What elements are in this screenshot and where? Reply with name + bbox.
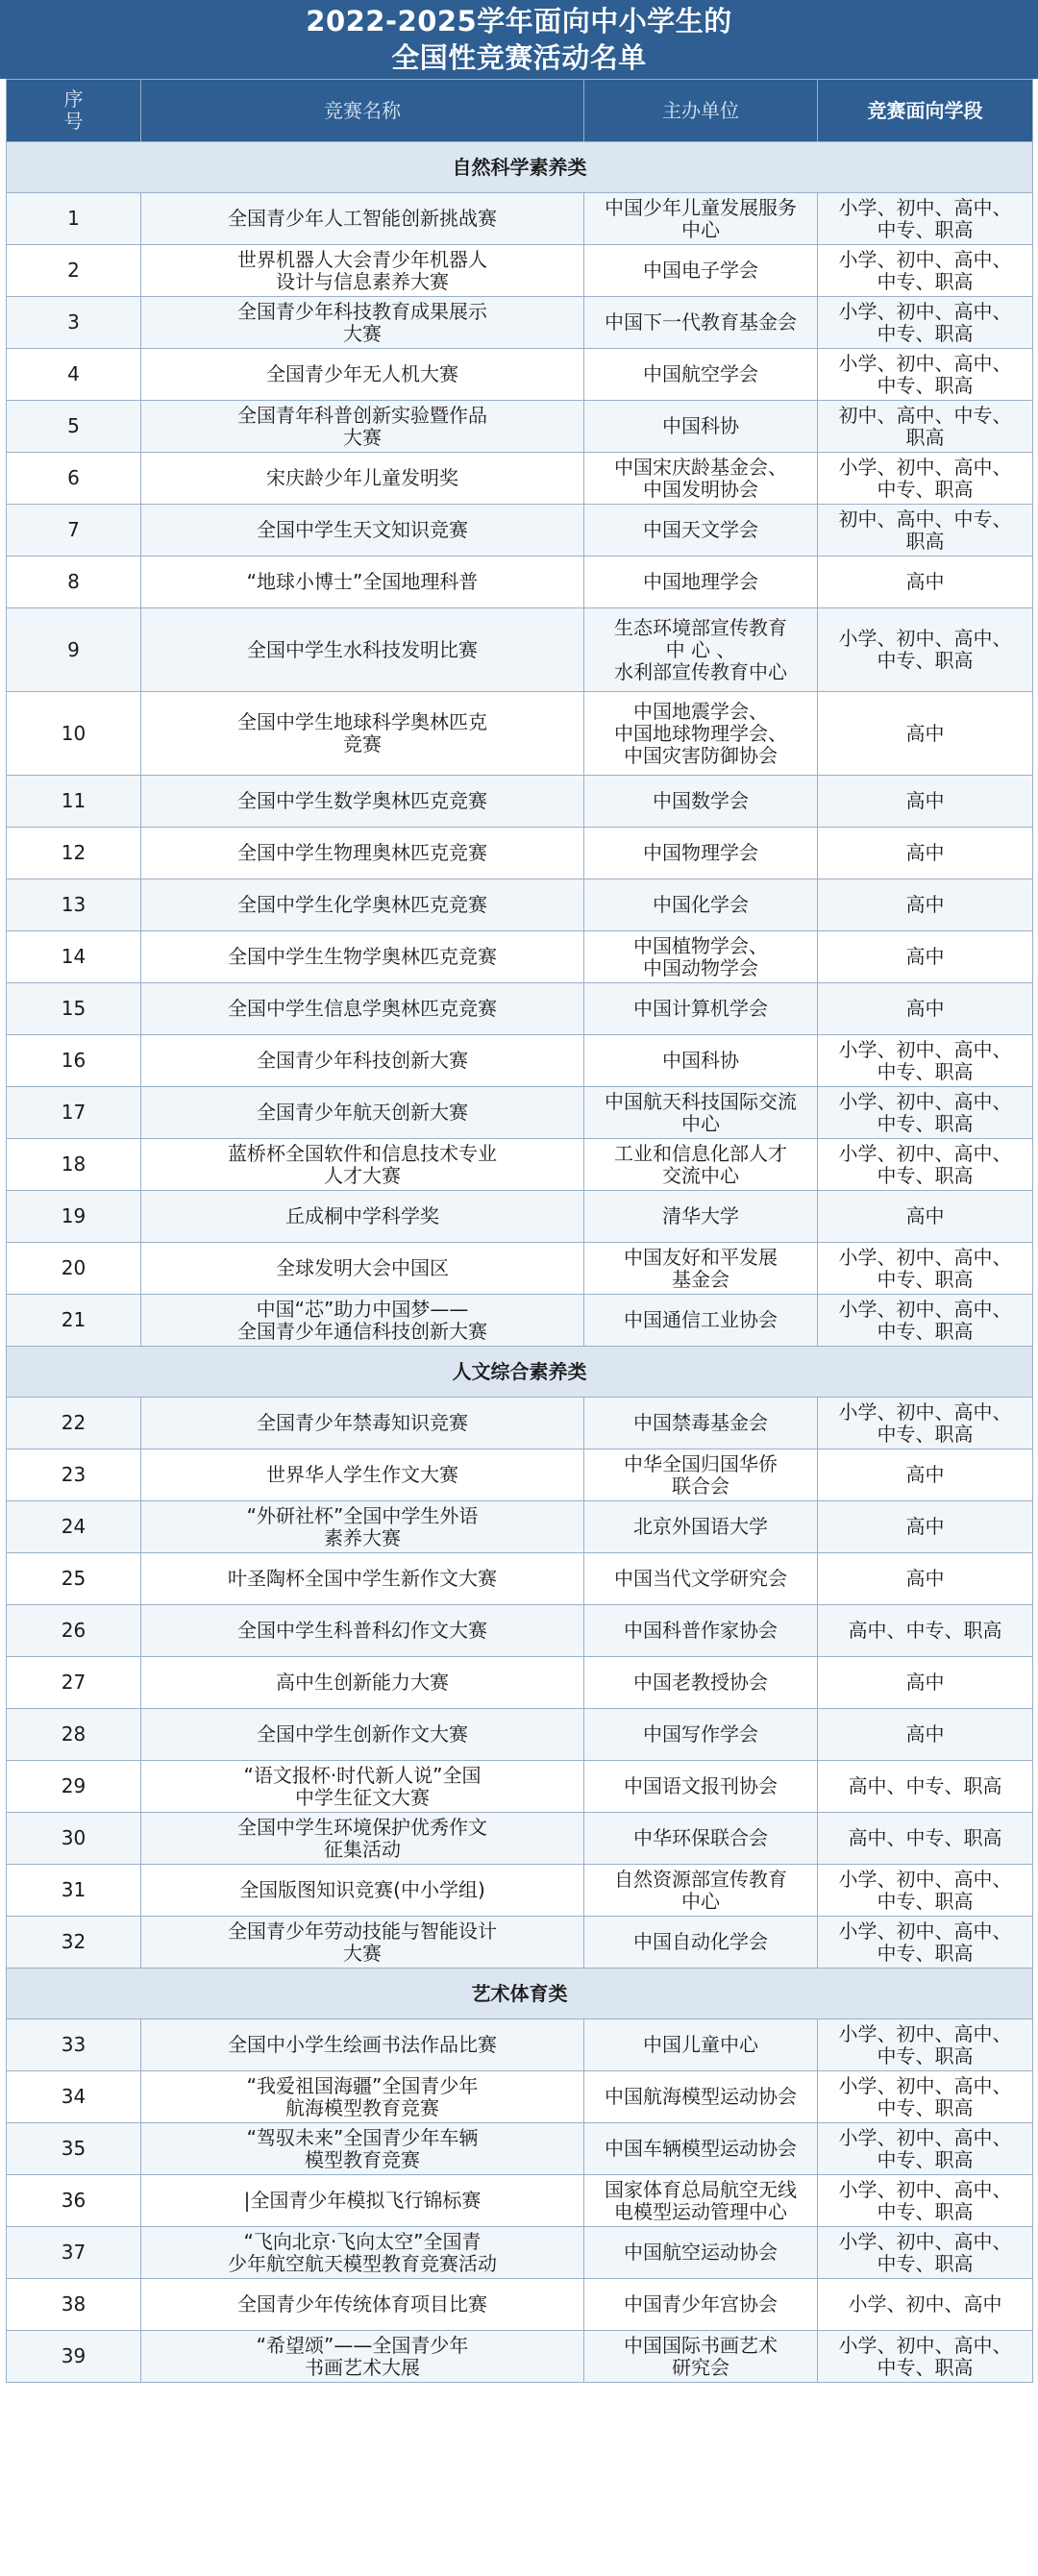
- organizer-name: 中国科协: [584, 401, 818, 453]
- competition-name: 全国版图知识竞赛(中小学组): [141, 1865, 584, 1917]
- competition-name: 世界机器人大会青少年机器人 设计与信息素养大赛: [141, 245, 584, 297]
- school-level: 小学、初中、高中、 中专、职高: [818, 245, 1033, 297]
- row-number: 12: [7, 828, 141, 879]
- row-number: 6: [7, 453, 141, 505]
- row-number: 15: [7, 983, 141, 1035]
- competition-name: 全国中学生数学奥林匹克竞赛: [141, 776, 584, 828]
- row-number: 24: [7, 1501, 141, 1553]
- row-number: 1: [7, 193, 141, 245]
- row-number: 18: [7, 1139, 141, 1191]
- category-label: 人文综合素养类: [7, 1347, 1033, 1398]
- organizer-name: 中国科普作家协会: [584, 1605, 818, 1657]
- table-row: [7, 879, 1033, 931]
- row-number: 27: [7, 1657, 141, 1709]
- table-row: [7, 1501, 1033, 1553]
- organizer-name: 中国航空学会: [584, 349, 818, 401]
- page-title: [0, 0, 1038, 79]
- row-number: 38: [7, 2279, 141, 2331]
- competition-name: 全国中小学生绘画书法作品比赛: [141, 2019, 584, 2071]
- competition-name: 中国“芯”助力中国梦—— 全国青少年通信科技创新大赛: [141, 1295, 584, 1347]
- competition-name: 蓝桥杯全国软件和信息技术专业 人才大赛: [141, 1139, 584, 1191]
- school-level: 高中: [818, 692, 1033, 776]
- school-level: 高中: [818, 1553, 1033, 1605]
- organizer-name: 中国天文学会: [584, 505, 818, 557]
- table-row: [7, 297, 1033, 349]
- organizer-name: 中国儿童中心: [584, 2019, 818, 2071]
- school-level: 小学、初中、高中、 中专、职高: [818, 1139, 1033, 1191]
- table-row: [7, 1139, 1033, 1191]
- school-level: 高中: [818, 1501, 1033, 1553]
- title-line-1: 2022-2025学年面向中小学生的: [306, 5, 732, 37]
- row-number: 10: [7, 692, 141, 776]
- table-row: [7, 931, 1033, 983]
- competition-name: “语文报杯·时代新人说”全国 中学生征文大赛: [141, 1761, 584, 1813]
- competition-name: 全国青少年人工智能创新挑战赛: [141, 193, 584, 245]
- competition-name: 全国中学生化学奥林匹克竞赛: [141, 879, 584, 931]
- organizer-name: 中国数学会: [584, 776, 818, 828]
- row-number: 17: [7, 1087, 141, 1139]
- row-number: 16: [7, 1035, 141, 1087]
- organizer-name: 中国自动化学会: [584, 1917, 818, 1969]
- organizer-name: 中国通信工业协会: [584, 1295, 818, 1347]
- row-number: 4: [7, 349, 141, 401]
- category-row: [7, 1347, 1033, 1398]
- row-number: 19: [7, 1191, 141, 1243]
- school-level: 小学、初中、高中、 中专、职高: [818, 1243, 1033, 1295]
- competition-name: 宋庆龄少年儿童发明奖: [141, 453, 584, 505]
- school-level: 小学、初中、高中、 中专、职高: [818, 2123, 1033, 2175]
- table-row: [7, 1295, 1033, 1347]
- school-level: 初中、高中、中专、 职高: [818, 505, 1033, 557]
- organizer-name: 中国老教授协会: [584, 1657, 818, 1709]
- row-number: 25: [7, 1553, 141, 1605]
- organizer-name: 北京外国语大学: [584, 1501, 818, 1553]
- school-level: 小学、初中、高中、 中专、职高: [818, 2071, 1033, 2123]
- category-row: [7, 1969, 1033, 2019]
- organizer-name: 中国宋庆龄基金会、 中国发明协会: [584, 453, 818, 505]
- header-seq: 序 号: [7, 80, 141, 142]
- table-row: [7, 828, 1033, 879]
- table-row: [7, 1087, 1033, 1139]
- organizer-name: 中国友好和平发展 基金会: [584, 1243, 818, 1295]
- competition-name: “地球小博士”全国地理科普: [141, 557, 584, 608]
- school-level: 小学、初中、高中、 中专、职高: [818, 349, 1033, 401]
- competition-name: “我爱祖国海疆”全国青少年 航海模型教育竞赛: [141, 2071, 584, 2123]
- organizer-name: 工业和信息化部人才 交流中心: [584, 1139, 818, 1191]
- competition-name: “驾驭未来”全国青少年车辆 模型教育竞赛: [141, 2123, 584, 2175]
- organizer-name: 中国航天科技国际交流 中心: [584, 1087, 818, 1139]
- competition-name: 全国中学生信息学奥林匹克竞赛: [141, 983, 584, 1035]
- table-body: [7, 142, 1033, 2383]
- table-row: [7, 505, 1033, 557]
- organizer-name: 中国植物学会、 中国动物学会: [584, 931, 818, 983]
- school-level: 小学、初中、高中、 中专、职高: [818, 297, 1033, 349]
- table-row: [7, 2279, 1033, 2331]
- competition-name: 全国青少年劳动技能与智能设计 大赛: [141, 1917, 584, 1969]
- table-row: [7, 2123, 1033, 2175]
- organizer-name: 生态环境部宣传教育 中 心 、 水利部宣传教育中心: [584, 608, 818, 692]
- table-row: [7, 1243, 1033, 1295]
- table-row: [7, 1865, 1033, 1917]
- organizer-name: 中国地理学会: [584, 557, 818, 608]
- organizer-name: 中国青少年宫协会: [584, 2279, 818, 2331]
- competition-name: 全国青少年传统体育项目比赛: [141, 2279, 584, 2331]
- school-level: 小学、初中、高中、 中专、职高: [818, 2175, 1033, 2227]
- row-number: 36: [7, 2175, 141, 2227]
- row-number: 37: [7, 2227, 141, 2279]
- school-level: 小学、初中、高中: [818, 2279, 1033, 2331]
- competition-name: 全国中学生水科技发明比赛: [141, 608, 584, 692]
- school-level: 小学、初中、高中、 中专、职高: [818, 608, 1033, 692]
- competition-name: 全国青少年禁毒知识竞赛: [141, 1398, 584, 1449]
- table-row: [7, 1191, 1033, 1243]
- competition-name: “希望颂”——全国青少年 书画艺术大展: [141, 2331, 584, 2383]
- row-number: 21: [7, 1295, 141, 1347]
- table-row: [7, 1761, 1033, 1813]
- competition-name: 全球发明大会中国区: [141, 1243, 584, 1295]
- row-number: 5: [7, 401, 141, 453]
- school-level: 初中、高中、中专、 职高: [818, 401, 1033, 453]
- school-level: 小学、初中、高中、 中专、职高: [818, 193, 1033, 245]
- table-row: [7, 1657, 1033, 1709]
- row-number: 30: [7, 1813, 141, 1865]
- row-number: 11: [7, 776, 141, 828]
- organizer-name: 中国计算机学会: [584, 983, 818, 1035]
- school-level: 小学、初中、高中、 中专、职高: [818, 2331, 1033, 2383]
- organizer-name: 中国国际书画艺术 研究会: [584, 2331, 818, 2383]
- table-row: [7, 2175, 1033, 2227]
- school-level: 小学、初中、高中、 中专、职高: [818, 2019, 1033, 2071]
- organizer-name: 中国禁毒基金会: [584, 1398, 818, 1449]
- header-organizer: 主办单位: [584, 80, 818, 142]
- organizer-name: 中国科协: [584, 1035, 818, 1087]
- table-row: [7, 776, 1033, 828]
- row-number: 29: [7, 1761, 141, 1813]
- organizer-name: 中国下一代教育基金会: [584, 297, 818, 349]
- table-row: [7, 1605, 1033, 1657]
- school-level: 小学、初中、高中、 中专、职高: [818, 1917, 1033, 1969]
- competition-name: |全国青少年模拟飞行锦标赛: [141, 2175, 584, 2227]
- table-row: [7, 557, 1033, 608]
- school-level: 小学、初中、高中、 中专、职高: [818, 1087, 1033, 1139]
- title-line-2: 全国性竞赛活动名单: [391, 41, 647, 74]
- row-number: 23: [7, 1449, 141, 1501]
- header-level: 竞赛面向学段: [818, 80, 1033, 142]
- school-level: 高中、中专、职高: [818, 1813, 1033, 1865]
- table-row: [7, 1553, 1033, 1605]
- table-row: [7, 1917, 1033, 1969]
- organizer-name: 中国电子学会: [584, 245, 818, 297]
- row-number: 35: [7, 2123, 141, 2175]
- row-number: 22: [7, 1398, 141, 1449]
- table-row: [7, 1398, 1033, 1449]
- organizer-name: 中国写作学会: [584, 1709, 818, 1761]
- school-level: 小学、初中、高中、 中专、职高: [818, 1035, 1033, 1087]
- competition-name: 全国中学生生物学奥林匹克竞赛: [141, 931, 584, 983]
- table-header-row: [7, 80, 1033, 142]
- competition-name: 全国中学生环境保护优秀作文 征集活动: [141, 1813, 584, 1865]
- table-row: [7, 608, 1033, 692]
- table-row: [7, 349, 1033, 401]
- competition-name: 全国中学生天文知识竞赛: [141, 505, 584, 557]
- competition-table: [6, 79, 1033, 2383]
- school-level: 高中: [818, 983, 1033, 1035]
- organizer-name: 中国语文报刊协会: [584, 1761, 818, 1813]
- row-number: 20: [7, 1243, 141, 1295]
- table-row: [7, 2019, 1033, 2071]
- organizer-name: 中国化学会: [584, 879, 818, 931]
- row-number: 34: [7, 2071, 141, 2123]
- organizer-name: 中国车辆模型运动协会: [584, 2123, 818, 2175]
- competition-name: 叶圣陶杯全国中学生新作文大赛: [141, 1553, 584, 1605]
- table-row: [7, 1709, 1033, 1761]
- organizer-name: 中国少年儿童发展服务 中心: [584, 193, 818, 245]
- row-number: 26: [7, 1605, 141, 1657]
- competition-name: 全国青少年科技创新大赛: [141, 1035, 584, 1087]
- table-row: [7, 2227, 1033, 2279]
- organizer-name: 清华大学: [584, 1191, 818, 1243]
- row-number: 8: [7, 557, 141, 608]
- organizer-name: 中国航空运动协会: [584, 2227, 818, 2279]
- school-level: 小学、初中、高中、 中专、职高: [818, 1295, 1033, 1347]
- competition-name: “外研社杯”全国中学生外语 素养大赛: [141, 1501, 584, 1553]
- school-level: 高中: [818, 1709, 1033, 1761]
- table-row: [7, 692, 1033, 776]
- school-level: 小学、初中、高中、 中专、职高: [818, 2227, 1033, 2279]
- row-number: 31: [7, 1865, 141, 1917]
- competition-name: 全国青少年航天创新大赛: [141, 1087, 584, 1139]
- competition-name: 丘成桐中学科学奖: [141, 1191, 584, 1243]
- table-row: [7, 2331, 1033, 2383]
- table-row: [7, 245, 1033, 297]
- school-level: 高中: [818, 776, 1033, 828]
- table-row: [7, 1449, 1033, 1501]
- competition-name: 高中生创新能力大赛: [141, 1657, 584, 1709]
- table-row: [7, 2071, 1033, 2123]
- competition-name: 全国青少年科技教育成果展示 大赛: [141, 297, 584, 349]
- organizer-name: 中国航海模型运动协会: [584, 2071, 818, 2123]
- row-number: 9: [7, 608, 141, 692]
- school-level: 小学、初中、高中、 中专、职高: [818, 1865, 1033, 1917]
- organizer-name: 中国物理学会: [584, 828, 818, 879]
- school-level: 高中: [818, 828, 1033, 879]
- organizer-name: 中华全国归国华侨 联合会: [584, 1449, 818, 1501]
- organizer-name: 中国当代文学研究会: [584, 1553, 818, 1605]
- school-level: 高中: [818, 1191, 1033, 1243]
- row-number: 7: [7, 505, 141, 557]
- school-level: 小学、初中、高中、 中专、职高: [818, 1398, 1033, 1449]
- school-level: 高中: [818, 1449, 1033, 1501]
- row-number: 3: [7, 297, 141, 349]
- row-number: 28: [7, 1709, 141, 1761]
- organizer-name: 国家体育总局航空无线 电模型运动管理中心: [584, 2175, 818, 2227]
- table-row: [7, 453, 1033, 505]
- row-number: 13: [7, 879, 141, 931]
- competition-name: 全国中学生地球科学奥林匹克 竞赛: [141, 692, 584, 776]
- table-row: [7, 193, 1033, 245]
- competition-name: 全国青少年无人机大赛: [141, 349, 584, 401]
- school-level: 高中: [818, 1657, 1033, 1709]
- school-level: 高中: [818, 931, 1033, 983]
- row-number: 32: [7, 1917, 141, 1969]
- competition-name: 世界华人学生作文大赛: [141, 1449, 584, 1501]
- row-number: 2: [7, 245, 141, 297]
- row-number: 33: [7, 2019, 141, 2071]
- header-name: 竞赛名称: [141, 80, 584, 142]
- school-level: 小学、初中、高中、 中专、职高: [818, 453, 1033, 505]
- competition-name: 全国中学生创新作文大赛: [141, 1709, 584, 1761]
- table-row: [7, 401, 1033, 453]
- school-level: 高中: [818, 557, 1033, 608]
- competition-name: 全国青年科普创新实验暨作品 大赛: [141, 401, 584, 453]
- competition-name: 全国中学生物理奥林匹克竞赛: [141, 828, 584, 879]
- table-row: [7, 1813, 1033, 1865]
- row-number: 39: [7, 2331, 141, 2383]
- organizer-name: 中华环保联合会: [584, 1813, 818, 1865]
- competition-name: “飞向北京·飞向太空”全国青 少年航空航天模型教育竞赛活动: [141, 2227, 584, 2279]
- school-level: 高中、中专、职高: [818, 1761, 1033, 1813]
- category-label: 艺术体育类: [7, 1969, 1033, 2019]
- row-number: 14: [7, 931, 141, 983]
- table-row: [7, 1035, 1033, 1087]
- school-level: 高中、中专、职高: [818, 1605, 1033, 1657]
- competition-name: 全国中学生科普科幻作文大赛: [141, 1605, 584, 1657]
- organizer-name: 中国地震学会、 中国地球物理学会、 中国灾害防御协会: [584, 692, 818, 776]
- school-level: 高中: [818, 879, 1033, 931]
- organizer-name: 自然资源部宣传教育 中心: [584, 1865, 818, 1917]
- table-row: [7, 983, 1033, 1035]
- category-label: 自然科学素养类: [7, 142, 1033, 193]
- category-row: [7, 142, 1033, 193]
